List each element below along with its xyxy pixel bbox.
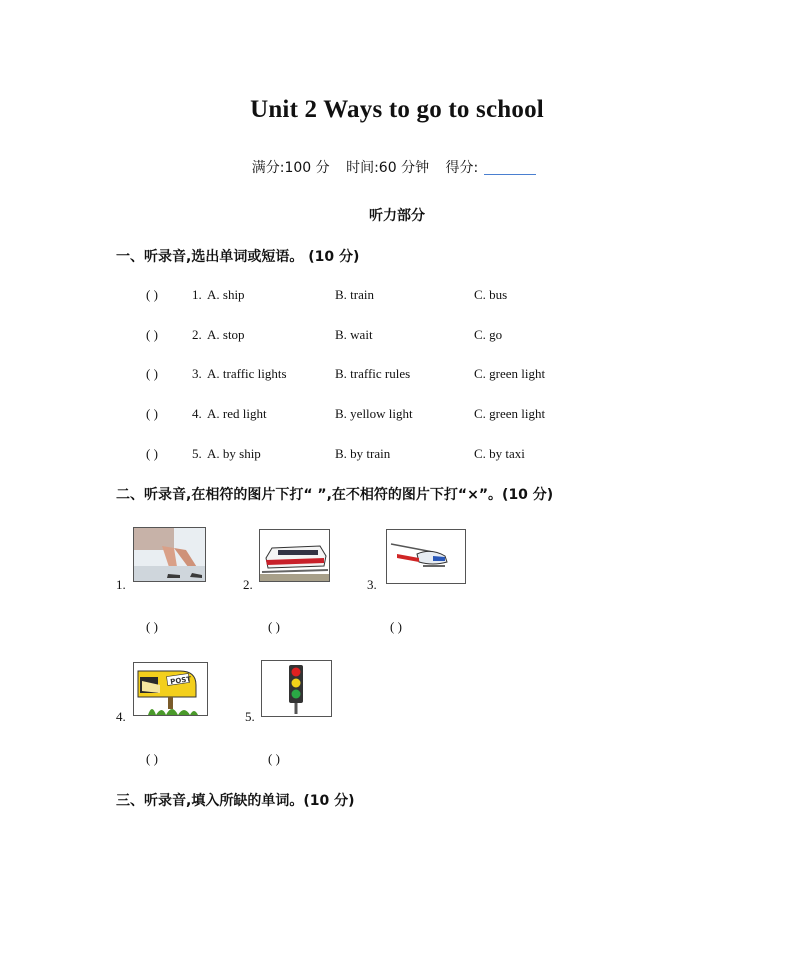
section3-heading: 三、听录音,填入所缺的单词。(10 分) (116, 793, 355, 809)
option-c: C. go (474, 327, 503, 342)
answer-paren[interactable]: ( ) (146, 619, 158, 634)
option-b: B. traffic rules (335, 366, 411, 381)
score-label: 得分: (446, 160, 543, 176)
picture-number: 1. (116, 577, 126, 592)
answer-paren[interactable]: ( ) (268, 619, 280, 634)
answer-paren[interactable]: ( ) (268, 751, 280, 766)
page-title: Unit 2 Ways to go to school (250, 96, 544, 123)
option-a: A. by ship (207, 446, 261, 461)
option-b: B. train (335, 287, 374, 302)
section2-heading: 二、听录音,在相符的图片下打“ ”,在不相符的图片下打“×”。(10 分) (116, 487, 554, 503)
listening-part-title: 听力部分 (369, 208, 425, 224)
option-c: C. bus (474, 287, 508, 302)
walking-legs-icon (133, 527, 206, 582)
question-number: 5. (192, 446, 202, 461)
train-icon (259, 529, 330, 582)
picture-number: 2. (243, 577, 253, 592)
answer-paren[interactable]: ( ) (146, 446, 158, 461)
picture-number: 3. (367, 577, 377, 592)
option-a: A. traffic lights (207, 366, 287, 381)
option-c: C. green light (474, 406, 546, 421)
score-info (0, 157, 794, 177)
answer-paren[interactable]: ( ) (146, 751, 158, 766)
full-marks: 满分:100 分 (251, 160, 330, 176)
question-number: 4. (192, 406, 202, 421)
answer-paren[interactable]: ( ) (146, 366, 158, 381)
score-blank[interactable] (484, 160, 536, 175)
option-a: A. stop (207, 327, 245, 342)
question-number: 2. (192, 327, 202, 342)
option-b: B. yellow light (335, 406, 413, 421)
answer-paren[interactable]: ( ) (146, 287, 158, 302)
time-limit: 时间:60 分钟 (346, 160, 430, 176)
option-b: B. wait (335, 327, 373, 342)
option-a: A. ship (207, 287, 245, 302)
question-number: 1. (192, 287, 202, 302)
helicopter-icon (386, 529, 466, 584)
answer-paren[interactable]: ( ) (146, 406, 158, 421)
picture-number: 4. (116, 709, 126, 724)
question-number: 3. (192, 366, 202, 381)
option-c: C. by taxi (474, 446, 525, 461)
option-a: A. red light (207, 406, 267, 421)
option-c: C. green light (474, 366, 546, 381)
section1-heading: 一、听录音,选出单词或短语。 (10 分) (116, 249, 360, 265)
answer-paren[interactable]: ( ) (146, 327, 158, 342)
option-b: B. by train (335, 446, 391, 461)
picture-number: 5. (245, 709, 255, 724)
mailbox-icon (133, 662, 208, 716)
post-label: POST (169, 675, 192, 687)
answer-paren[interactable]: ( ) (390, 619, 402, 634)
traffic-light-icon (261, 660, 332, 717)
